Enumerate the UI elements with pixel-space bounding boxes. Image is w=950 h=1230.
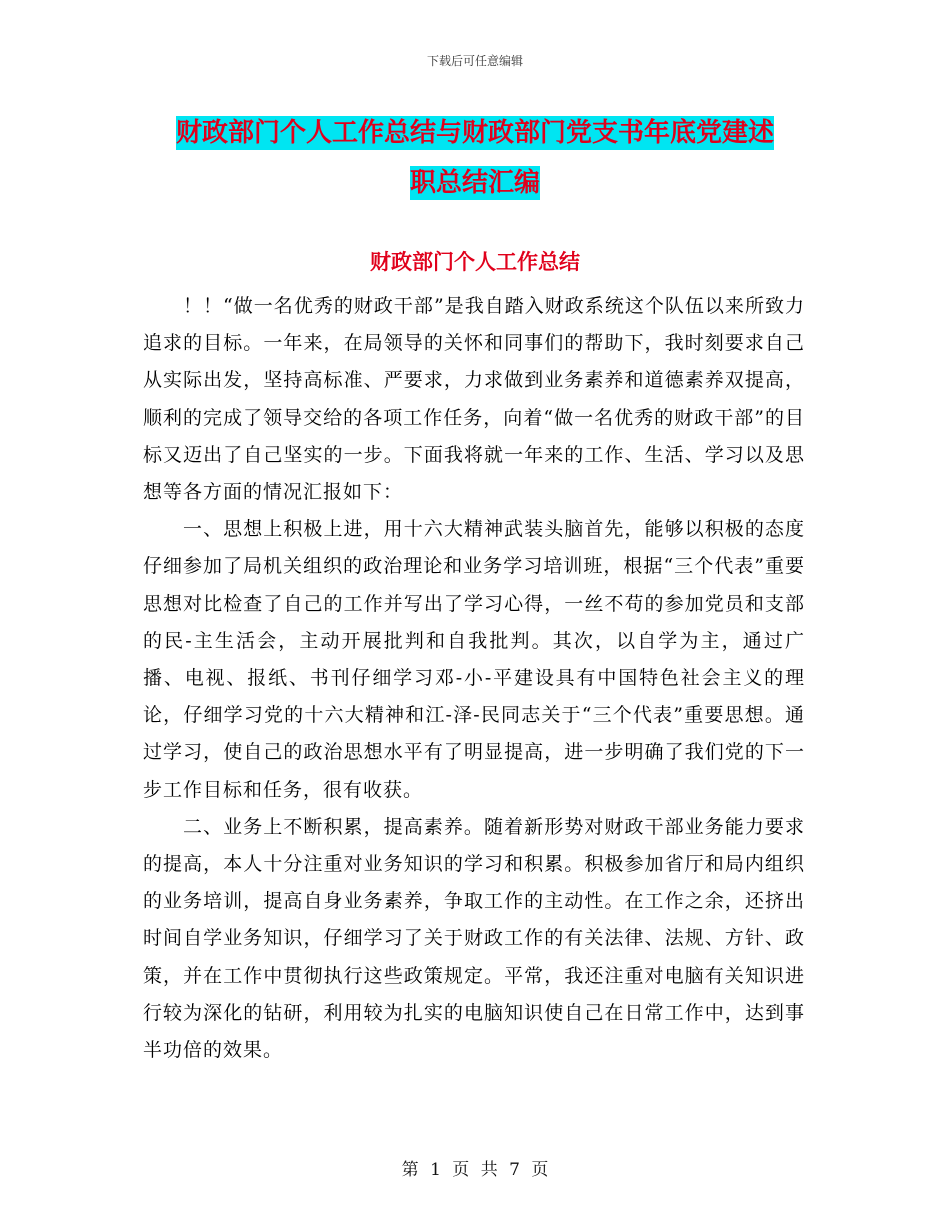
document-title <box>140 108 810 208</box>
paragraph: 一、思想上积极上进，用十六大精神武装头脑首先，能够以积极的态度仔细参加了局机关组织的政治理论和业务学习培训班，根据“三个代表”重要思想对比检查了自己的工作并写出了学习心得，一丝不苟的参加党员和支部的民-主生活会，主动开展批判和自我批判。其次，以自学为主，通过广播、电视、报纸、书刊仔细学习邓-小-平建设具有中国特色社会主义的理论，仔细学习党的十六大精神和江-泽-民同志关于“三个代表”重要思想。通过学习，使自己的政治思想水平有了明显提高，进一步明确了我们党的下一步工作目标和任务，很有收获。 <box>143 518 805 801</box>
paragraph: 二、业务上不断积累，提高素养。随着新形势对财政干部业务能力要求的提高，本人十分注重对业务知识的学习和积累。积极参加省厅和局内组织的业务培训，提高自身业务素养，争取工作的主动性。在工作之余，还挤出时间自学业务知识，仔细学习了关于财政工作的有关法律、法规、方针、政策，并在工作中贯彻执行这些政策规定。平常，我还注重对电脑有关知识进行较为深化的钻研，利用较为扎实的电脑知识使自己在日常工作中，达到事半功倍的效果。 <box>143 815 805 1062</box>
header-note: 下载后可任意编辑 <box>426 54 523 68</box>
paragraph: ！！“做一名优秀的财政干部”是我自踏入财政系统这个队伍以来所致力追求的目标。一年来，在局领导的关怀和同事们的帮助下，我时刻要求自己从实际出发，坚持高标准、严要求，力求做到业务素养和道德素养双提高，顺利的完成了领导交给的各项工作任务，向着“做一名优秀的财政干部”的目标又迈出了自己坚实的一步。下面我将就一年来的工作、生活、学习以及思想等各方面的情况汇报如下： <box>143 295 805 504</box>
title-line-2: 职总结汇编 <box>409 168 540 198</box>
title-line-1: 财政部门个人工作总结与财政部门党支书年底党建述 <box>175 118 774 148</box>
body-text <box>143 288 805 1069</box>
section-title: 财政部门个人工作总结 <box>370 249 580 274</box>
page-footer: 第 1 页 共 7 页 <box>401 1160 549 1180</box>
